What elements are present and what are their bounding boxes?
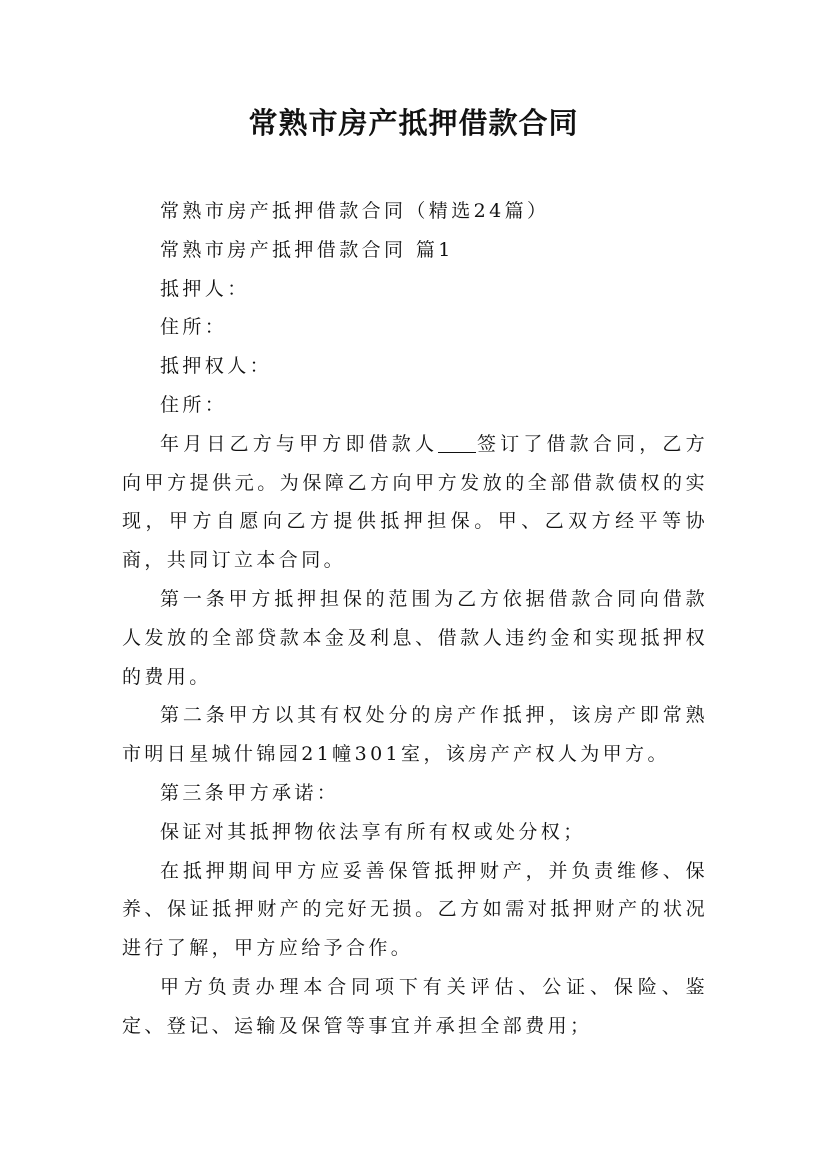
intro-text-after-blank: 签订了借款合同，乙方向甲方提供元。为保障乙方向甲方发放的全部借款债权的实现，甲方自愿向乙方提供抵押担保。甲、乙双方经平等协商，共同订立本合同。 bbox=[122, 432, 708, 572]
promise-2: 在抵押期间甲方应妥善保管抵押财产，并负责维修、保养、保证抵押财产的完好无损。乙方如需对抵押财产的状况进行了解，甲方应给予合作。 bbox=[122, 859, 708, 960]
mortgagor-label: 抵押人： bbox=[160, 277, 250, 300]
article-2: 第二条甲方以其有权处分的房产作抵押，该房产即常熟市明日星城什锦园21幢301室，该房产产权人为甲方。 bbox=[122, 704, 708, 766]
mortgagor-address-label: 住所： bbox=[160, 316, 228, 339]
mortgagee-address-label: 住所： bbox=[160, 393, 228, 416]
promise-3: 甲方负责办理本合同项下有关评估、公证、保险、鉴定、登记、运输及保管等事宜并承担全部费用； bbox=[122, 975, 708, 1037]
document-title: 常熟市房产抵押借款合同 bbox=[248, 106, 579, 140]
fill-in-blank bbox=[438, 433, 476, 453]
mortgagee-label: 抵押权人： bbox=[160, 355, 273, 378]
document-subtitle: 常熟市房产抵押借款合同（精选24篇） bbox=[160, 200, 550, 222]
intro-text-before-blank: 年月日乙方与甲方即借款人 bbox=[160, 432, 439, 455]
section-heading: 常熟市房产抵押借款合同 篇1 bbox=[160, 238, 454, 261]
promise-1: 保证对其抵押物依法享有所有权或处分权； bbox=[160, 820, 586, 843]
article-1: 第一条甲方抵押担保的范围为乙方依据借款合同向借款人发放的全部贷款本金及利息、借款人违约金和实现抵押权的费用。 bbox=[122, 587, 708, 688]
article-3: 第三条甲方承诺： bbox=[160, 781, 340, 804]
document-body bbox=[122, 192, 708, 1046]
intro-paragraph bbox=[122, 425, 708, 580]
